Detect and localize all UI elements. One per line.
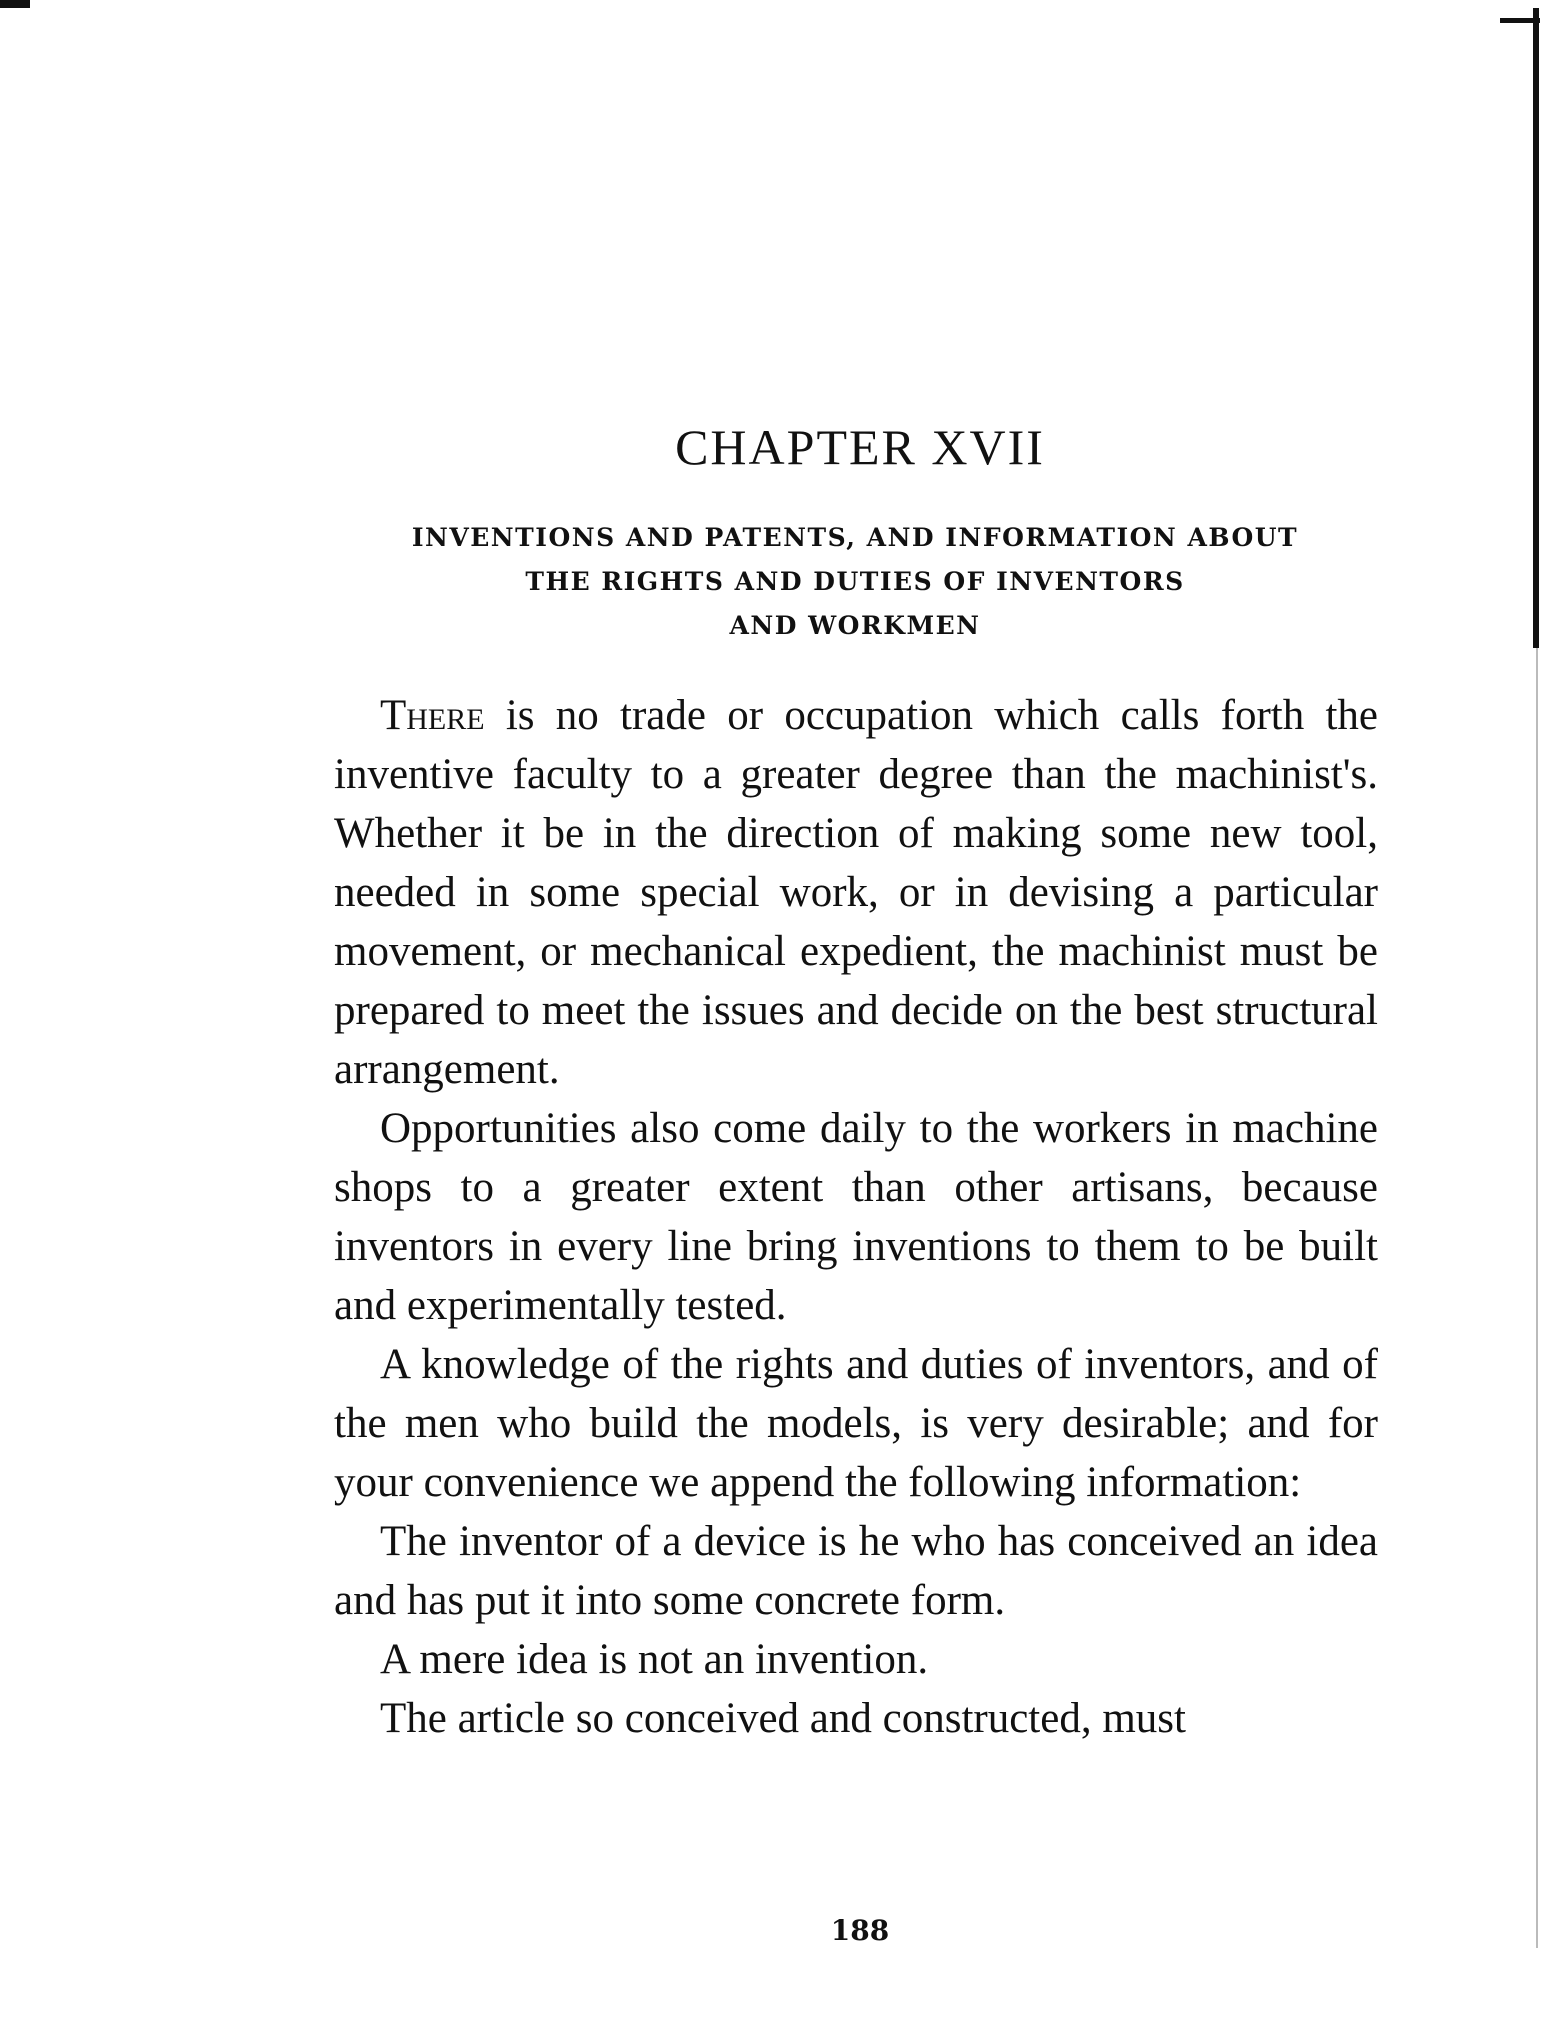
paragraph-1-text: is no trade or occupation which calls forth the inventive faculty to a greater degree than the machinist's. Whether it be in the direction of making some new tool, needed in some special work, or in devising a particular movement, or mechanical expedient, the machinist must be prepared to meet the issues and decide on the best structural arrangement. [334, 692, 1378, 1093]
chapter-title: CHAPTER XVII [675, 419, 1045, 475]
paragraph-4: The inventor of a device is he who has conceived an idea and has put it into some concrete form. [334, 1518, 1378, 1624]
body-text [334, 686, 1378, 1748]
subtitle-line-1: INVENTIONS AND PATENTS, AND INFORMATION ABOUT [411, 523, 1299, 552]
paragraph-1 [334, 686, 1378, 1099]
scan-edge-faint-line [1536, 648, 1538, 1948]
scan-edge-line [1533, 8, 1539, 648]
paragraph-3: A knowledge of the rights and duties of inventors, and of the men who build the models, is very desirable; and for your convenience we append the following information: [334, 1341, 1378, 1506]
chapter-subtitle [334, 516, 1376, 648]
paragraph-5: A mere idea is not an invention. [380, 1636, 929, 1683]
subtitle-line-3: AND WORKMEN [729, 611, 981, 640]
scan-edge-mark [0, 0, 30, 8]
subtitle-line-2: THE RIGHTS AND DUTIES OF INVENTORS [525, 567, 1185, 596]
paragraph-2: Opportunities also come daily to the workers in machine shops to a greater extent than other artisans, because inventors in every line bring inventions to them to be built and experimentally tested. [334, 1105, 1378, 1329]
paragraph-1-lead: There [380, 692, 485, 739]
page-number: 188 [830, 1914, 890, 1947]
paragraph-6: The article so conceived and constructed, must [380, 1695, 1186, 1742]
